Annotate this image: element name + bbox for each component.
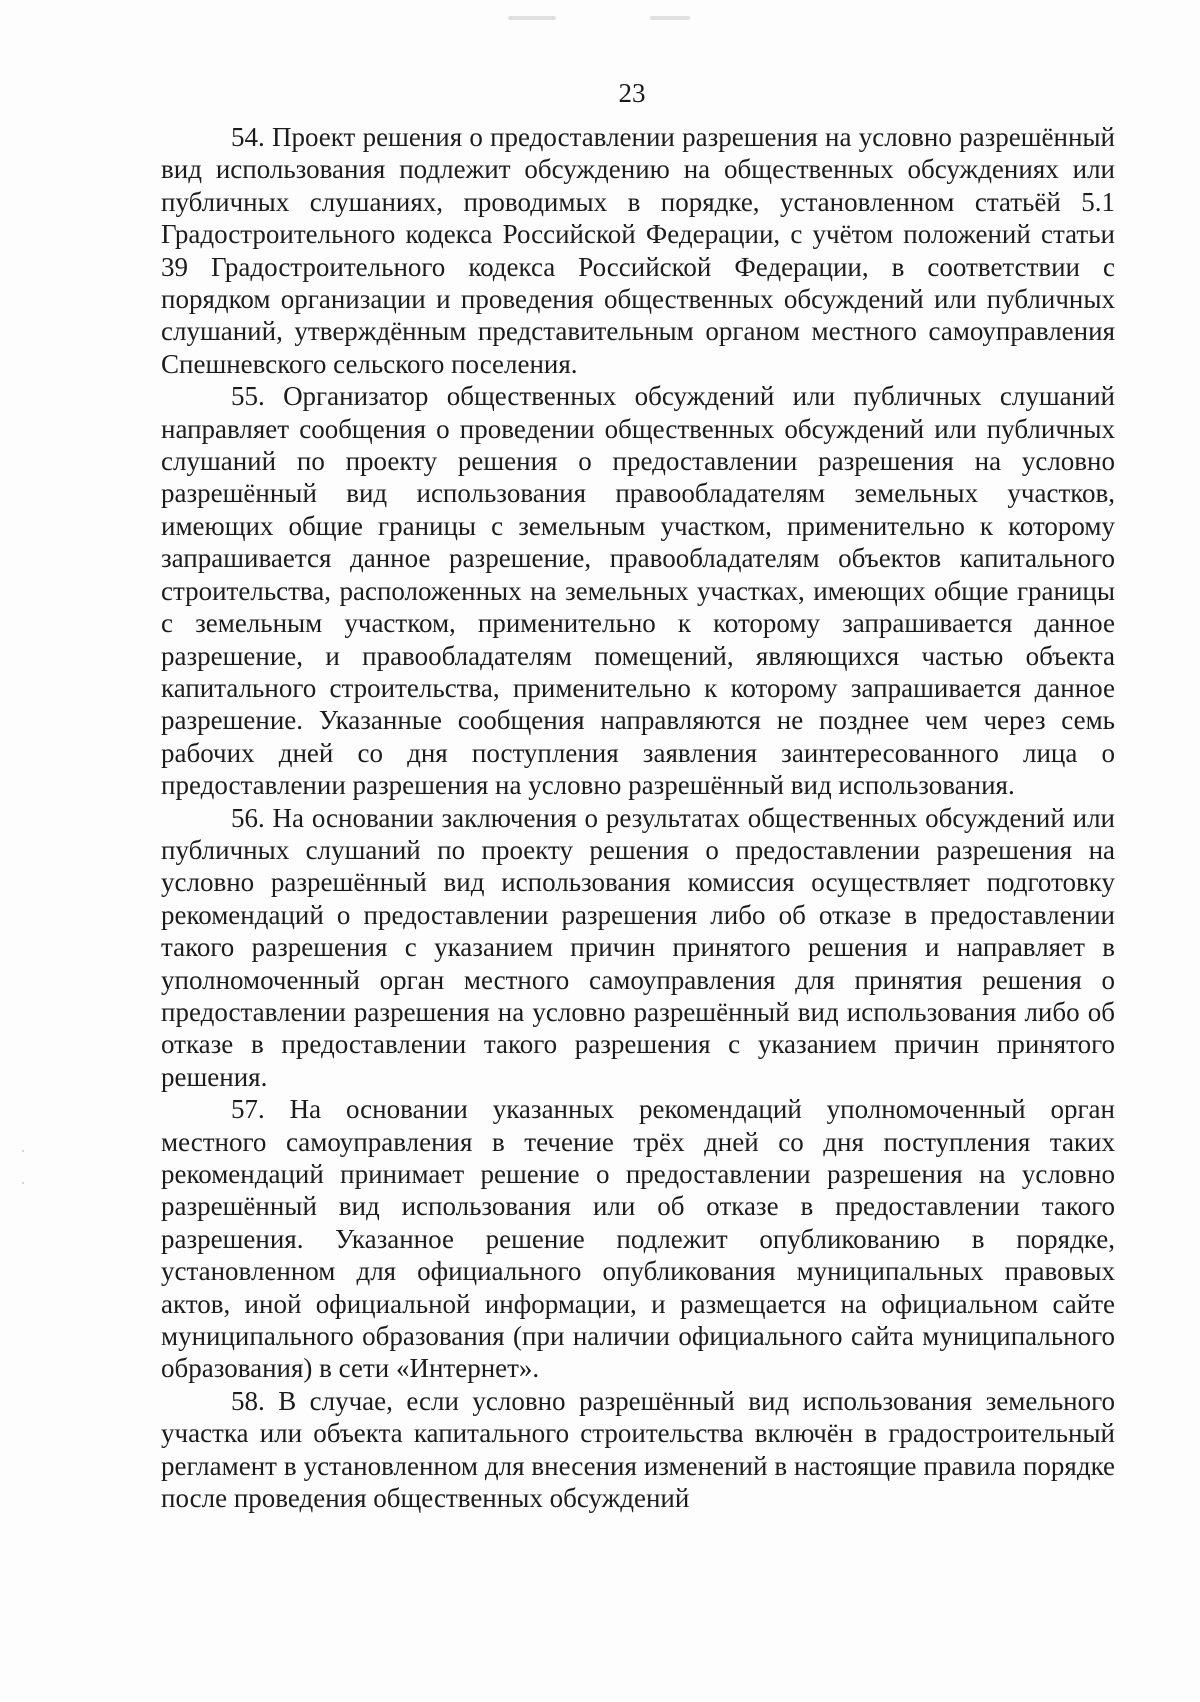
paragraph-57: 57. На основании указанных рекомендаций уполномоченный орган местного самоуправления в течение трёх дней со дня поступления таких рекомендаций принимает решение о предоставлении разрешения на условно разрешённый вид использования или об отказе в предоставлении такого разрешения. Указанное решение подлежит опубликованию в порядке, установленном для официального опубликования муниципальных правовых актов, иной официальной информации, и размещается на официальном сайте муниципального образования (при наличии официального сайта муниципального образования) в сети «Интернет».: [161, 1094, 1115, 1384]
scan-artifact: [22, 1182, 24, 1184]
scan-artifact: [508, 16, 556, 20]
document-body: [161, 121, 1115, 1514]
paragraph-58: 58. В случае, если условно разрешённый вид использования земельного участка или объекта капитального строительства включён в градостроительный регламент в установленном для внесения изменений в настоящие правила порядке после проведения общественных обсуждений: [161, 1385, 1115, 1514]
page-number: 23: [618, 78, 646, 108]
scan-artifact: [22, 1150, 24, 1152]
paragraph-56: 56. На основании заключения о результатах общественных обсуждений или публичных слушаний по проекту решения о предоставлении разрешения на условно разрешённый вид использования комиссия осуществляет подготовку рекомендаций о предоставлении разрешения либо об отказе в предоставлении такого разрешения с указанием причин принятого решения и направляет в уполномоченный орган местного самоуправления для принятия решения о предоставлении разрешения на условно разрешённый вид использования либо об отказе в предоставлении такого разрешения с указанием причин принятого решения.: [161, 802, 1115, 1092]
scan-artifact: [650, 16, 690, 20]
paragraph-54: 54. Проект решения о предоставлении разрешения на условно разрешённый вид использования подлежит обсуждению на общественных обсуждениях или публичных слушаниях, проводимых в порядке, установленном статьёй 5.1 Градостроительного кодекса Российской Федерации, с учётом положений статьи 39 Градостроительного кодекса Российской Федерации, в соответствии с порядком организации и проведения общественных обсуждений или публичных слушаний, утверждённым представительным органом местного самоуправления Спешневского сельского поселения.: [161, 122, 1115, 379]
paragraph-55: 55. Организатор общественных обсуждений или публичных слушаний направляет сообщения о проведении общественных обсуждений или публичных слушаний по проекту решения о предоставлении разрешения на условно разрешённый вид использования правообладателям земельных участков, имеющих общие границы с земельным участком, применительно к которому запрашивается данное разрешение, правообладателям объектов капитального строительства, расположенных на земельных участках, имеющих общие границы с земельным участком, применительно к которому запрашивается данное разрешение, и правообладателям помещений, являющихся частью объекта капитального строительства, применительно к которому запрашивается данное разрешение. Указанные сообщения направляются не позднее чем через семь рабочих дней со дня поступления заявления заинтересованного лица о предоставлении разрешения на условно разрешённый вид использования.: [161, 381, 1115, 801]
